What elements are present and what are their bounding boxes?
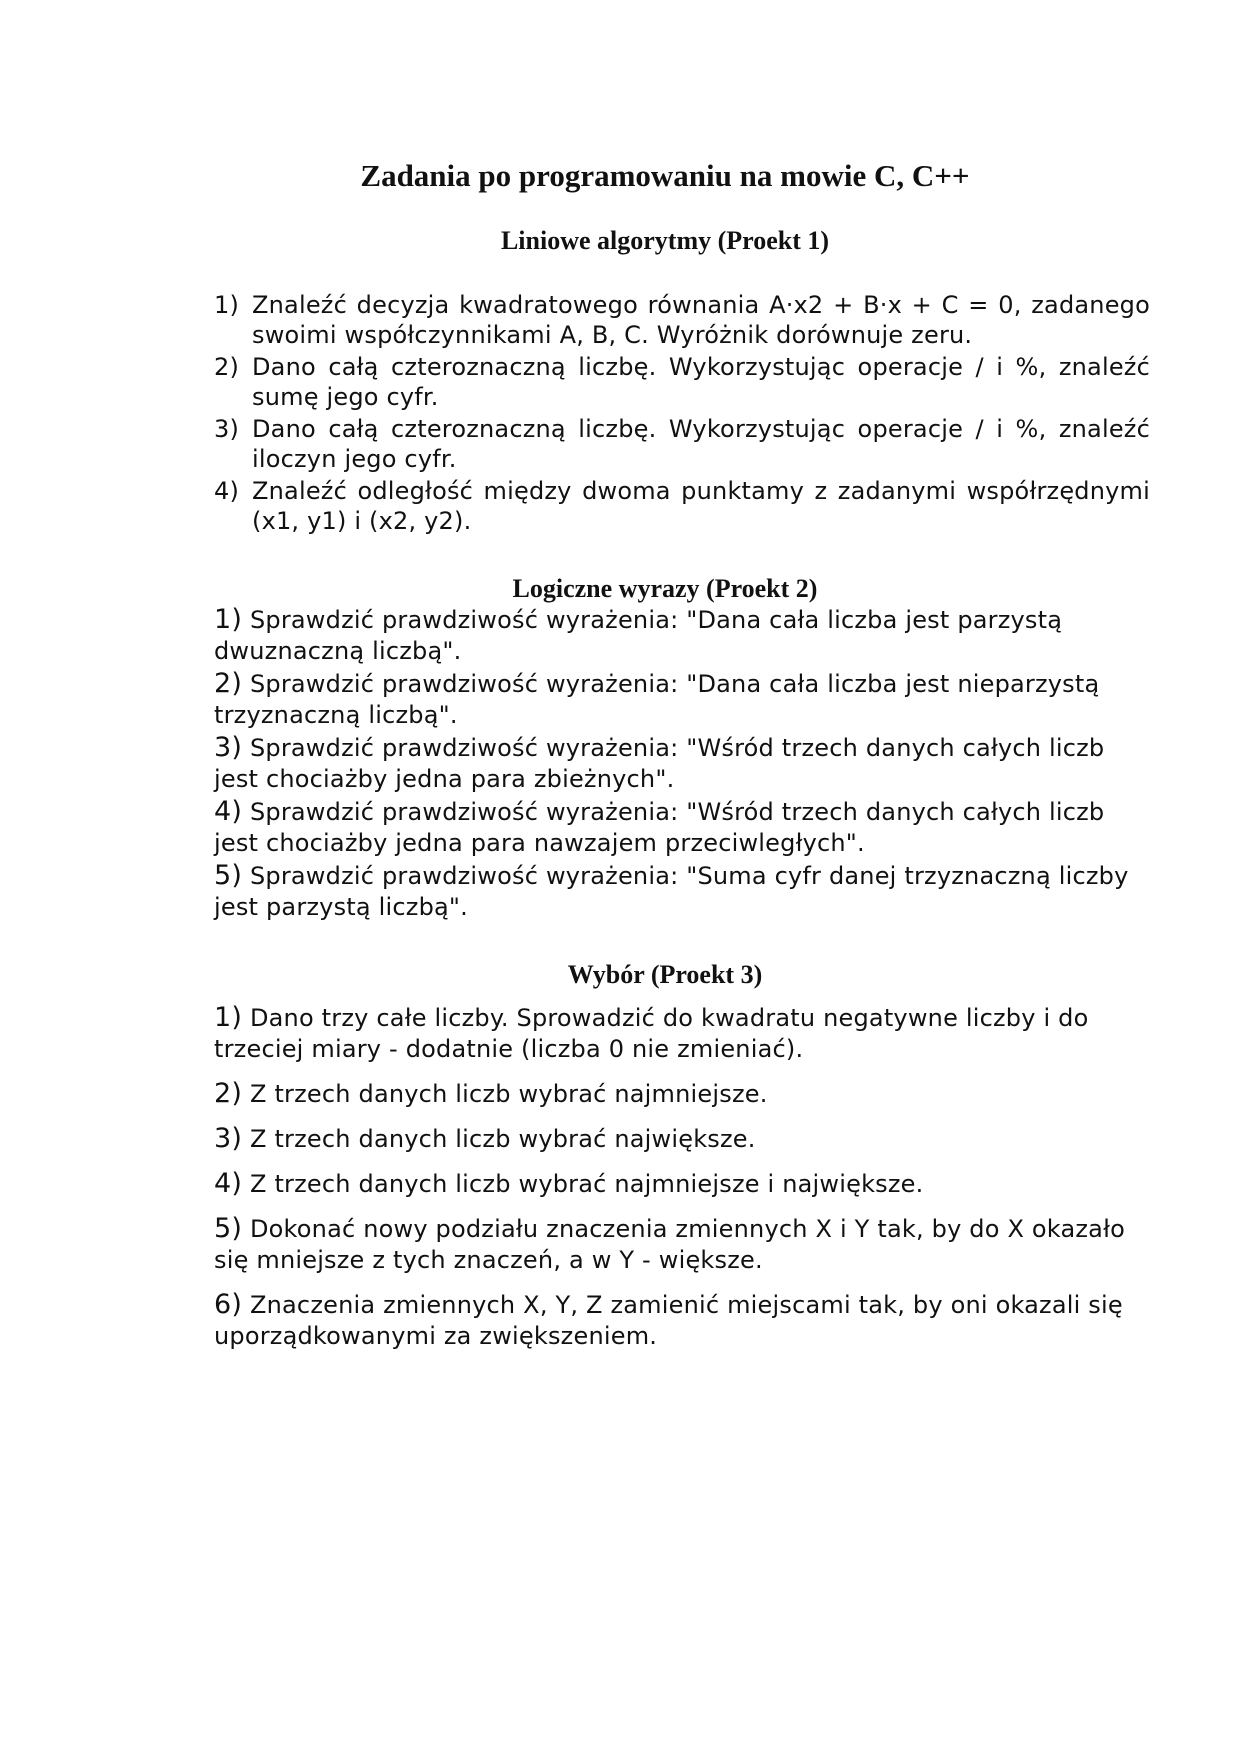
item-number: 2)	[214, 353, 240, 381]
item-number: 5)	[214, 1213, 243, 1244]
item-text: Dokonać nowy podziału znaczenia zmiennych X i Y tak, by do X okazało się mniejsze z tych znaczeń, a w Y - większe.	[214, 1215, 1125, 1274]
item-number: 3)	[214, 732, 243, 763]
item-number: 2)	[214, 668, 243, 699]
item-text: Dano całą czteroznaczną liczbę. Wykorzystując operacje / i %, znaleźć iloczyn jego cyfr.	[252, 415, 1150, 473]
item-text: Znaleźć decyzja kwadratowego równania A·x2 + B·x + C = 0, zadanego swoimi współczynnikami A, B, C. Wyróżnik dorównuje zeru.	[252, 291, 1150, 349]
item-text: Sprawdzić prawdziwość wyrażenia: "Wśród trzech danych całych liczb jest chociażby jedna para zbieżnych".	[214, 734, 1105, 793]
list-item	[214, 290, 1150, 350]
list-item	[214, 668, 1154, 731]
list-item	[214, 604, 1154, 667]
item-number: 6)	[214, 1289, 243, 1320]
item-text: Znaczenia zmiennych X, Y, Z zamienić miejscami tak, by oni okazali się uporządkowanymi za zwiększeniem.	[214, 1291, 1123, 1350]
section-heading-logical-expressions: Logiczne wyrazy (Proekt 2)	[512, 574, 818, 603]
list-item	[214, 1002, 1154, 1065]
item-text: Sprawdzić prawdziwość wyrażenia: "Suma cyfr danej trzyznaczną liczby jest parzystą liczbą".	[214, 862, 1129, 921]
item-number: 5)	[214, 860, 243, 891]
item-number: 4)	[214, 477, 240, 505]
task-list-project-3	[214, 1002, 1154, 1365]
item-text: Z trzech danych liczb wybrać największe.	[249, 1125, 756, 1153]
task-list-project-1	[214, 290, 1150, 538]
item-number: 1)	[214, 604, 243, 635]
item-text: Z trzech danych liczb wybrać najmniejsze i największe.	[249, 1170, 924, 1198]
section-heading-choice: Wybór (Proekt 3)	[567, 960, 763, 989]
item-text: Sprawdzić prawdziwość wyrażenia: "Dana cała liczba jest parzystą dwuznaczną liczbą".	[214, 606, 1063, 665]
list-item	[214, 1168, 1154, 1200]
item-text: Sprawdzić prawdziwość wyrażenia: "Wśród trzech danych całych liczb jest chociażby jedna para nawzajem przeciwległych".	[214, 798, 1105, 857]
list-item	[214, 1078, 1154, 1110]
list-item	[214, 860, 1154, 923]
list-item	[214, 1213, 1154, 1276]
task-list-project-2	[214, 604, 1154, 924]
item-number: 1)	[214, 291, 240, 319]
list-item	[214, 476, 1150, 536]
item-number: 2)	[214, 1078, 243, 1109]
section-heading-linear-algorithms: Liniowe algorytmy (Proekt 1)	[500, 226, 830, 255]
list-item	[214, 414, 1150, 474]
item-number: 4)	[214, 1168, 243, 1199]
list-item	[214, 1123, 1154, 1155]
item-text: Dano całą czteroznaczną liczbę. Wykorzystując operacje / i %, znaleźć sumę jego cyfr.	[252, 353, 1150, 411]
list-item	[214, 732, 1154, 795]
document-title: Zadania po programowaniu na mowie C, C++	[360, 158, 970, 193]
item-text: Sprawdzić prawdziwość wyrażenia: "Dana cała liczba jest nieparzystą trzyznaczną liczbą".	[214, 670, 1100, 729]
item-number: 4)	[214, 796, 243, 827]
item-text: Z trzech danych liczb wybrać najmniejsze.	[249, 1080, 768, 1108]
list-item	[214, 796, 1154, 859]
item-text: Dano trzy całe liczby. Sprowadzić do kwadratu negatywne liczby i do trzeciej miary - dodatnie (liczba 0 nie zmieniać).	[214, 1004, 1089, 1063]
item-text: Znaleźć odległość między dwoma punktamy z zadanymi współrzędnymi (x1, y1) i (x2, y2).	[252, 477, 1150, 535]
item-number: 3)	[214, 1123, 243, 1154]
list-item	[214, 352, 1150, 412]
item-number: 1)	[214, 1002, 243, 1033]
item-number: 3)	[214, 415, 240, 443]
list-item	[214, 1289, 1154, 1352]
